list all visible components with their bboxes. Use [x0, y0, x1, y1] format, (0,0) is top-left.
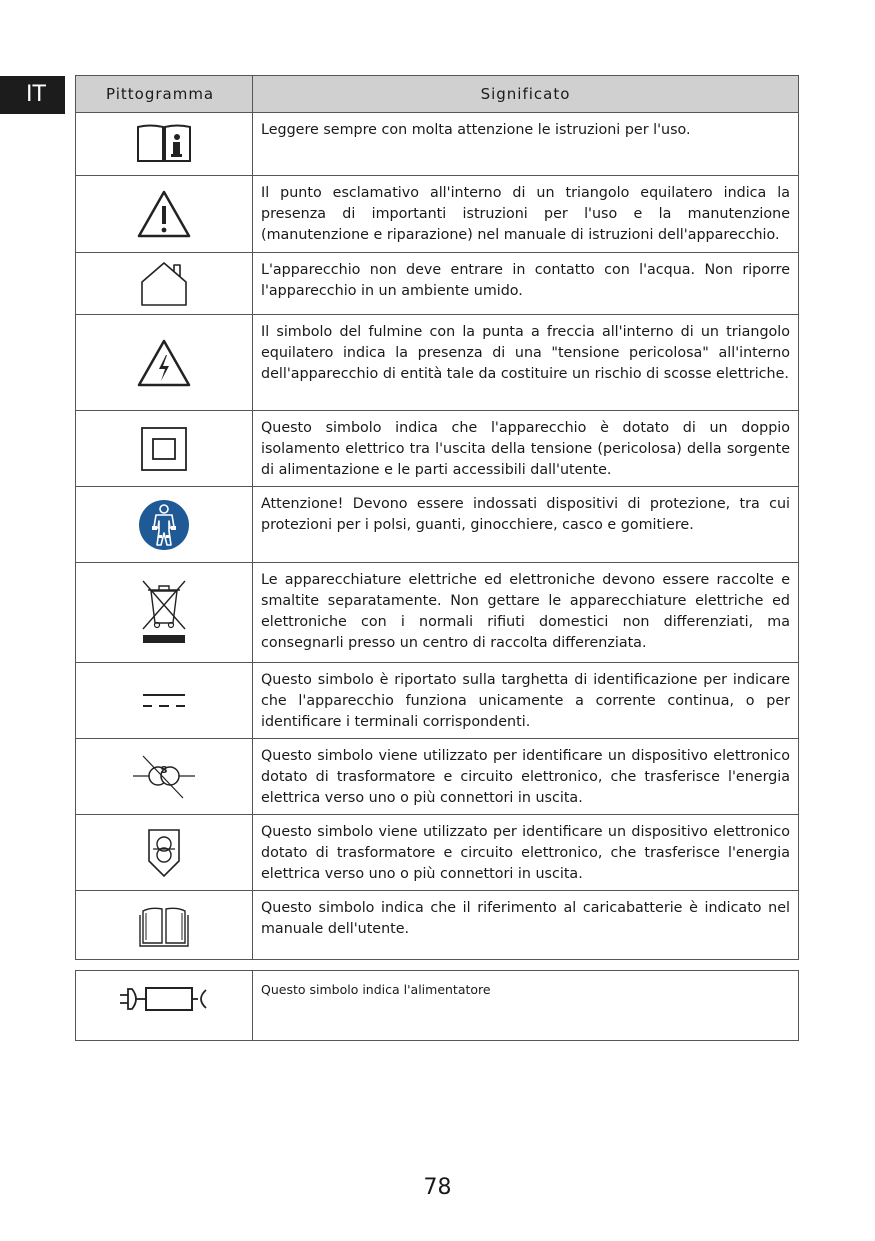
header-meaning: Significato — [253, 76, 799, 113]
table-row — [76, 815, 799, 891]
row-text: Leggere sempre con molta attenzione le istruzioni per l'uso. — [253, 113, 799, 176]
table-row — [76, 739, 799, 815]
table-row — [76, 563, 799, 663]
table-row — [76, 971, 799, 1041]
pictogram-table — [75, 75, 799, 960]
table-row — [76, 253, 799, 315]
power-supply-icon — [118, 985, 210, 1013]
language-tab: IT — [0, 76, 65, 114]
row-text: L'apparecchio non deve entrare in contatto con l'acqua. Non riporre l'apparecchio in un ambiente umido. — [253, 253, 799, 315]
direct-current-icon — [139, 689, 189, 713]
warning-triangle-icon — [136, 189, 192, 239]
power-supply-table — [75, 970, 799, 1041]
open-book-icon — [139, 903, 189, 947]
table-row — [76, 176, 799, 253]
row-text: Attenzione! Devono essere indossati dispositivi di protezione, tra cui protezioni per i polsi, guanti, ginocchiere, casco e gomitiere. — [253, 487, 799, 563]
weee-bin-icon — [139, 579, 189, 647]
row-text: Questo simbolo è riportato sulla targhetta di identificazione per indicare che l'apparecchio funziona unicamente a corrente continua, o per identificare i terminali corrispondenti. — [253, 663, 799, 739]
row-text: Questo simbolo viene utilizzato per identificare un dispositivo elettronico dotato di trasformatore e circuito elettronico, che trasferisce l'energia elettrica verso uno o più connettori in uscita. — [253, 815, 799, 891]
table-row — [76, 663, 799, 739]
table-row — [76, 315, 799, 411]
row-text: Il punto esclamativo all'interno di un triangolo equilatero indica la presenza di importanti istruzioni per l'uso e la manutenzione (manutenzione e riparazione) nel manuale di istruzioni dell'apparecchio. — [253, 176, 799, 253]
indoor-house-icon — [136, 260, 192, 308]
page-number: 78 — [423, 1175, 452, 1200]
table-row — [76, 487, 799, 563]
row-text: Questo simbolo indica che l'apparecchio è dotato di un doppio isolamento elettrico tra l'uscita della tensione (pericolosa) della sorgente di alimentazione e le parti accessibili dall'utente. — [253, 411, 799, 487]
table-row — [76, 113, 799, 176]
manual-info-icon — [135, 123, 193, 165]
row-text: Il simbolo del fulmine con la punta a freccia all'interno di un triangolo equilatero indica la presenza di una "tensione pericolosa" all'interno dell'apparecchio di entità tale da costituire un rischio di scosse elettriche. — [253, 315, 799, 411]
table-row — [76, 411, 799, 487]
svg-text:S: S — [160, 764, 168, 776]
row-text: Le apparecchiature elettriche ed elettroniche devono essere raccolte e smaltite separatamente. Non gettare le apparecchiature elettriche ed elettroniche con i normali rifiuti domestici non differenziati, ma consegnarli presso un centro di raccolta differenziata. — [253, 563, 799, 663]
high-voltage-icon — [136, 338, 192, 388]
row-text: Questo simbolo indica l'alimentatore — [253, 971, 799, 1041]
switch-mode-transformer-icon — [131, 754, 197, 800]
table-row — [76, 891, 799, 960]
header-pictogram: Pittogramma — [76, 76, 253, 113]
row-text: Questo simbolo indica che il riferimento al caricabatterie è indicato nel manuale dell'utente. — [253, 891, 799, 960]
double-insulation-icon — [135, 426, 193, 472]
safety-transformer-icon — [144, 827, 184, 879]
protective-gear-icon — [138, 499, 190, 551]
row-text: Questo simbolo viene utilizzato per identificare un dispositivo elettronico dotato di trasformatore e circuito elettronico, che trasferisce l'energia elettrica verso uno o più connettori in uscita. — [253, 739, 799, 815]
table-header — [76, 76, 799, 113]
